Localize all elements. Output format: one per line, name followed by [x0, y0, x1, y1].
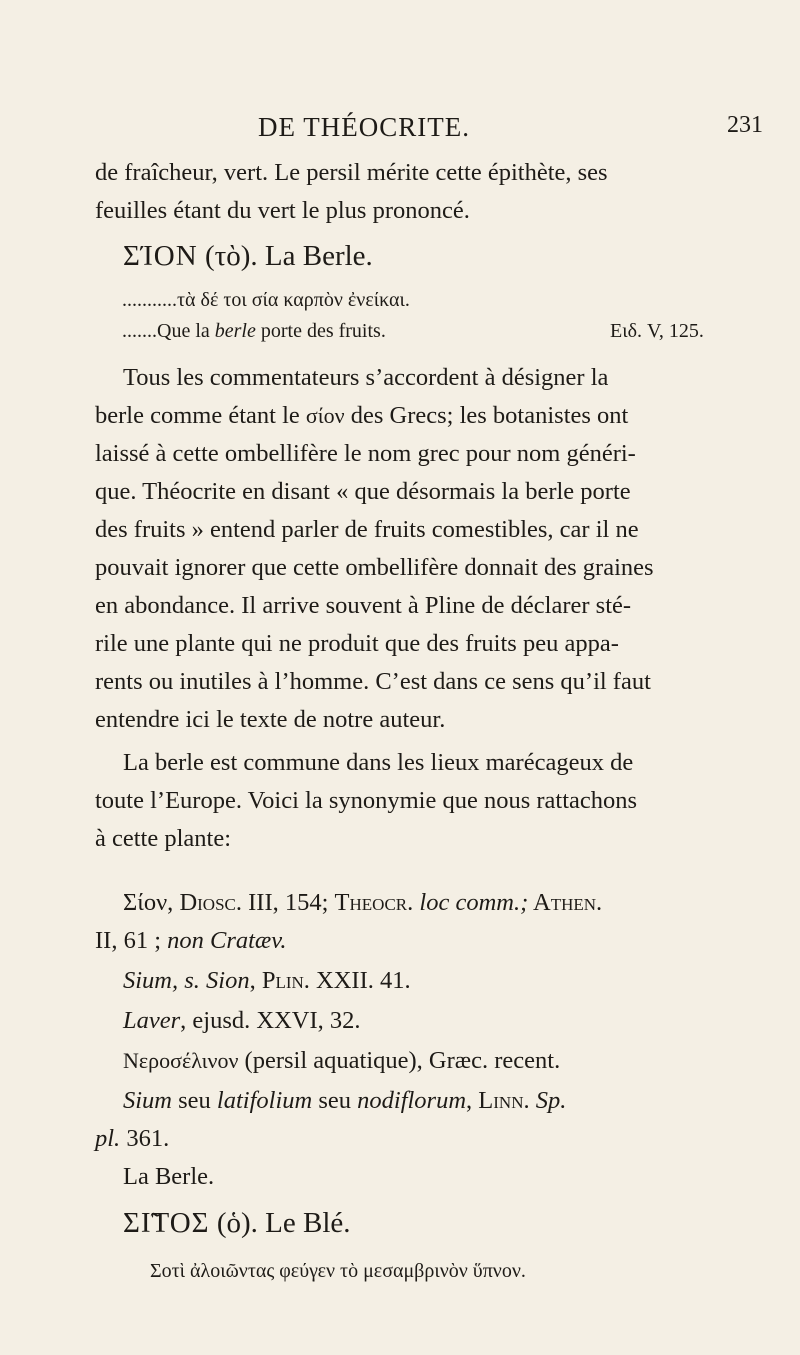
text-line: La berle est commune dans les lieux marécageux de [123, 749, 634, 776]
entry-heading-sion [123, 241, 373, 271]
text-line: rile une plante qui ne produit que des fruits peu appa- [95, 630, 619, 657]
text-line: Tous les commentateurs s’accordent à désigner la [123, 364, 609, 391]
text-line: berle comme étant le σίον des Grecs; les botanistes ont [95, 402, 629, 429]
synonym-line: Sium seu latifolium seu nodiflorum, Linn. Sp. [123, 1087, 567, 1114]
text-line: feuilles étant du vert le plus prononcé. [95, 197, 470, 224]
synonym-line: Σίον, Diosc. III, 154; Theocr. loc comm.; Athen. [123, 889, 603, 916]
synonym-line: Laver, ejusd. XXVI, 32. [123, 1007, 361, 1034]
text-line: à cette plante: [95, 825, 232, 852]
text-line: entendre ici le texte de notre auteur. [95, 706, 446, 733]
synonym-line: La Berle. [123, 1163, 215, 1190]
text-line: de fraîcheur, vert. Le persil mérite cette épithète, ses [95, 159, 608, 186]
entry-article: (ὁ). [216, 1207, 258, 1239]
text-line: toute l’Europe. Voici la synonymie que nous rattachons [95, 787, 638, 814]
source-reference: Eιδ. V, 125. [610, 320, 704, 342]
text-line: en abondance. Il arrive souvent à Pline de déclarer sté- [95, 592, 632, 619]
text-line: des fruits » entend parler de fruits comestibles, car il ne [95, 516, 639, 543]
text-line: laissé à cette ombellifère le nom grec pour nom généri- [95, 440, 636, 467]
greek-verse: τὰ δέ τοι σία καρπὸν ἐνείκαι. [177, 289, 410, 311]
french-translation: .......Que la berle porte des fruits. Eιδ. V, 125. [122, 316, 762, 346]
page-number: 231 [727, 112, 763, 138]
text-line: que. Théocrite en disant « que désormais la berle porte [95, 478, 631, 505]
synonym-line: Sium, s. Sion, Plin. XXII. 41. [123, 967, 411, 994]
synonym-line: II, 61 ; non Cratæv. [95, 927, 287, 954]
leader-dots: ........... [122, 289, 177, 311]
synonym-line: Νεροσέλινον (persil aquatique), Græc. recent. [123, 1047, 561, 1074]
entry-french-name: La Berle. [264, 240, 373, 272]
running-head: DE THÉOCRITE. [258, 112, 470, 142]
synonym-line: pl. 361. [95, 1125, 170, 1152]
text-line: pouvait ignorer que cette ombellifère donnait des graines [95, 554, 654, 581]
entry-article: (τὸ). [204, 240, 258, 272]
entry-french-name: Le Blé. [265, 1207, 351, 1239]
leader-dots: ....... [122, 320, 157, 342]
entry-heading-sitos [123, 1208, 351, 1238]
text-line: rents ou inutiles à l’homme. C’est dans ce sens qu’il faut [95, 668, 651, 695]
greek-quotation: Σοτὶ ἀλοιῶντας φεύγεν τὸ μεσαμβρινὸν ὕπνον. [150, 1260, 526, 1282]
greek-quotation [122, 285, 410, 315]
entry-greek-word: ΣΙ̃ΤΟΣ [123, 1207, 210, 1239]
entry-greek-word: ΣΊΟΝ [123, 240, 198, 272]
